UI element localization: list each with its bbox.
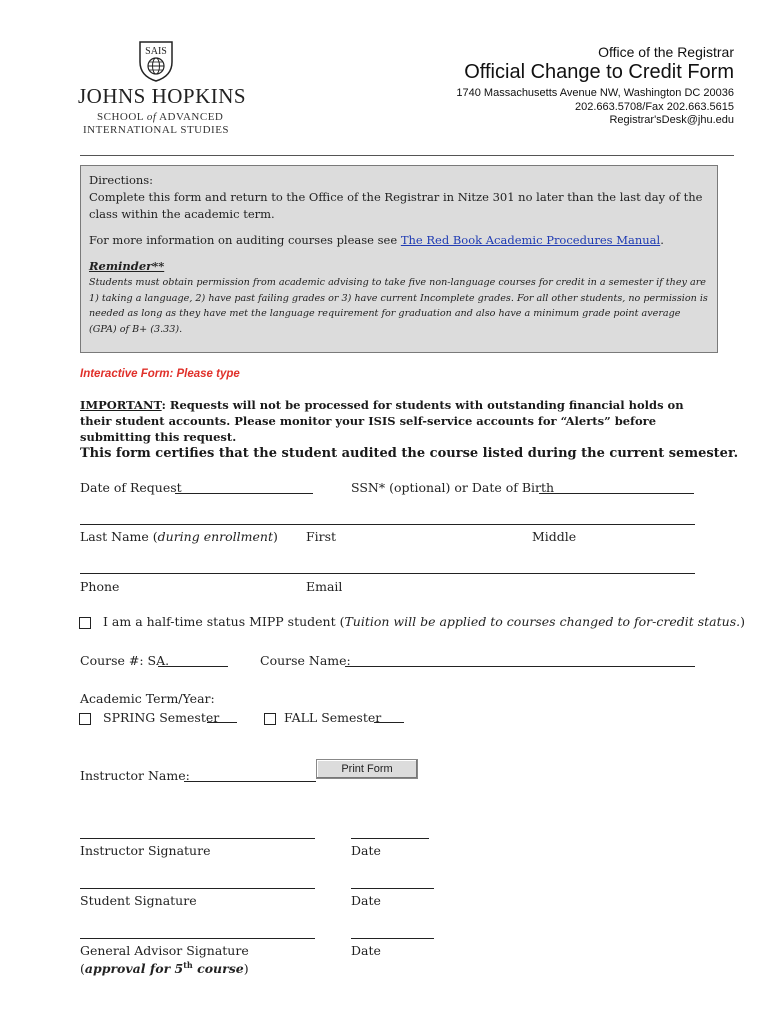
spring-year-field[interactable] bbox=[207, 722, 237, 723]
first-name-label: First bbox=[306, 529, 337, 544]
instructor-date-field[interactable] bbox=[351, 838, 429, 839]
instructor-signature-label: Instructor Signature bbox=[80, 843, 211, 858]
name-field[interactable] bbox=[80, 524, 695, 525]
student-date-label: Date bbox=[351, 893, 381, 908]
email-label: Email bbox=[306, 579, 343, 594]
student-signature-field[interactable] bbox=[80, 888, 315, 889]
logo-institution-name: JOHNS HOPKINS bbox=[78, 84, 247, 108]
directions-box bbox=[80, 165, 718, 353]
instructor-name-label: Instructor Name: bbox=[80, 768, 190, 783]
phone-email-field[interactable] bbox=[80, 573, 695, 574]
logo-subtitle-line2: INTERNATIONAL STUDIES bbox=[83, 124, 230, 136]
advisor-signature-field[interactable] bbox=[80, 938, 315, 939]
important-notice: IMPORTANT: Requests will not be processed for students with outstanding financial holds on their student accounts. Please monitor your ISIS self-service accounts for “Alerts” before submitting this request. bbox=[80, 398, 684, 444]
certification-statement: This form certifies that the student audited the course listed during the current semester. bbox=[80, 446, 739, 461]
fall-checkbox[interactable] bbox=[264, 713, 276, 725]
course-number-label: Course #: SA. bbox=[80, 653, 170, 668]
course-name-field[interactable] bbox=[345, 666, 695, 667]
ssn-label: SSN* (optional) or Date of Birth bbox=[351, 480, 555, 495]
advisor-date-label: Date bbox=[351, 943, 381, 958]
spring-label: SPRING Semester bbox=[103, 710, 220, 725]
student-date-field[interactable] bbox=[351, 888, 434, 889]
instructor-date-label: Date bbox=[351, 843, 381, 858]
instructor-signature-field[interactable] bbox=[80, 838, 315, 839]
red-book-link[interactable]: The Red Book Academic Procedures Manual bbox=[400, 233, 661, 247]
academic-term-label: Academic Term/Year: bbox=[80, 691, 215, 706]
mipp-label: I am a half-time status MIPP student (Tuition will be applied to courses changed to for-credit status.) bbox=[103, 614, 745, 629]
approval-note: (approval for 5th course) bbox=[80, 960, 249, 977]
directions-body: Complete this form and return to the Office of the Registrar in Nitze 301 no later than the last day of the class within the academic term. bbox=[89, 190, 703, 221]
header-divider bbox=[80, 155, 734, 156]
office-address: 1740 Massachusetts Avenue NW, Washington DC 20036 bbox=[456, 87, 734, 99]
office-phone: 202.663.5708/Fax 202.663.5615 bbox=[574, 101, 734, 113]
directions-more-info: For more information on auditing courses please see The Red Book Academic Procedures Manual. bbox=[89, 233, 664, 247]
middle-name-label: Middle bbox=[532, 529, 577, 544]
date-of-request-label: Date of Request bbox=[80, 480, 182, 495]
office-name: Office of the Registrar bbox=[598, 44, 734, 60]
date-of-request-field[interactable] bbox=[175, 493, 313, 494]
last-name-label: Last Name (during enrollment) bbox=[80, 529, 278, 544]
phone-label: Phone bbox=[80, 579, 120, 594]
ssn-field[interactable] bbox=[539, 493, 694, 494]
instructor-name-field[interactable] bbox=[184, 781, 316, 782]
course-number-field[interactable] bbox=[158, 666, 228, 667]
logo-subtitle-line1: SCHOOL of ADVANCED bbox=[97, 111, 224, 123]
student-signature-label: Student Signature bbox=[80, 893, 197, 908]
mipp-checkbox[interactable] bbox=[79, 617, 91, 629]
reminder-heading: Reminder** bbox=[89, 259, 165, 273]
office-email: Registrar'sDesk@jhu.edu bbox=[609, 114, 734, 126]
svg-text:SAIS: SAIS bbox=[145, 46, 167, 57]
advisor-date-field[interactable] bbox=[351, 938, 434, 939]
fall-label: FALL Semester bbox=[284, 710, 382, 725]
course-name-label: Course Name: bbox=[260, 653, 351, 668]
form-title: Official Change to Credit Form bbox=[464, 61, 734, 83]
print-form-button[interactable]: Print Form bbox=[316, 759, 418, 779]
reminder-text: Students must obtain permission from academic advising to take five non-language courses for credit in a semester if they are 1) taking a language, 2) have past failing grades or 3) have current Incomplete grades. For all other students, no permission is needed as long as they have met the language requirement for graduation and also have a minimum grade point average (GPA) of B+ (3.33). bbox=[89, 277, 708, 335]
advisor-signature-label: General Advisor Signature bbox=[80, 943, 249, 958]
spring-checkbox[interactable] bbox=[79, 713, 91, 725]
fall-year-field[interactable] bbox=[374, 722, 404, 723]
directions-heading: Directions: bbox=[89, 173, 154, 187]
sais-globe-emblem-icon bbox=[138, 40, 174, 82]
interactive-form-note: Interactive Form: Please type bbox=[80, 368, 240, 380]
